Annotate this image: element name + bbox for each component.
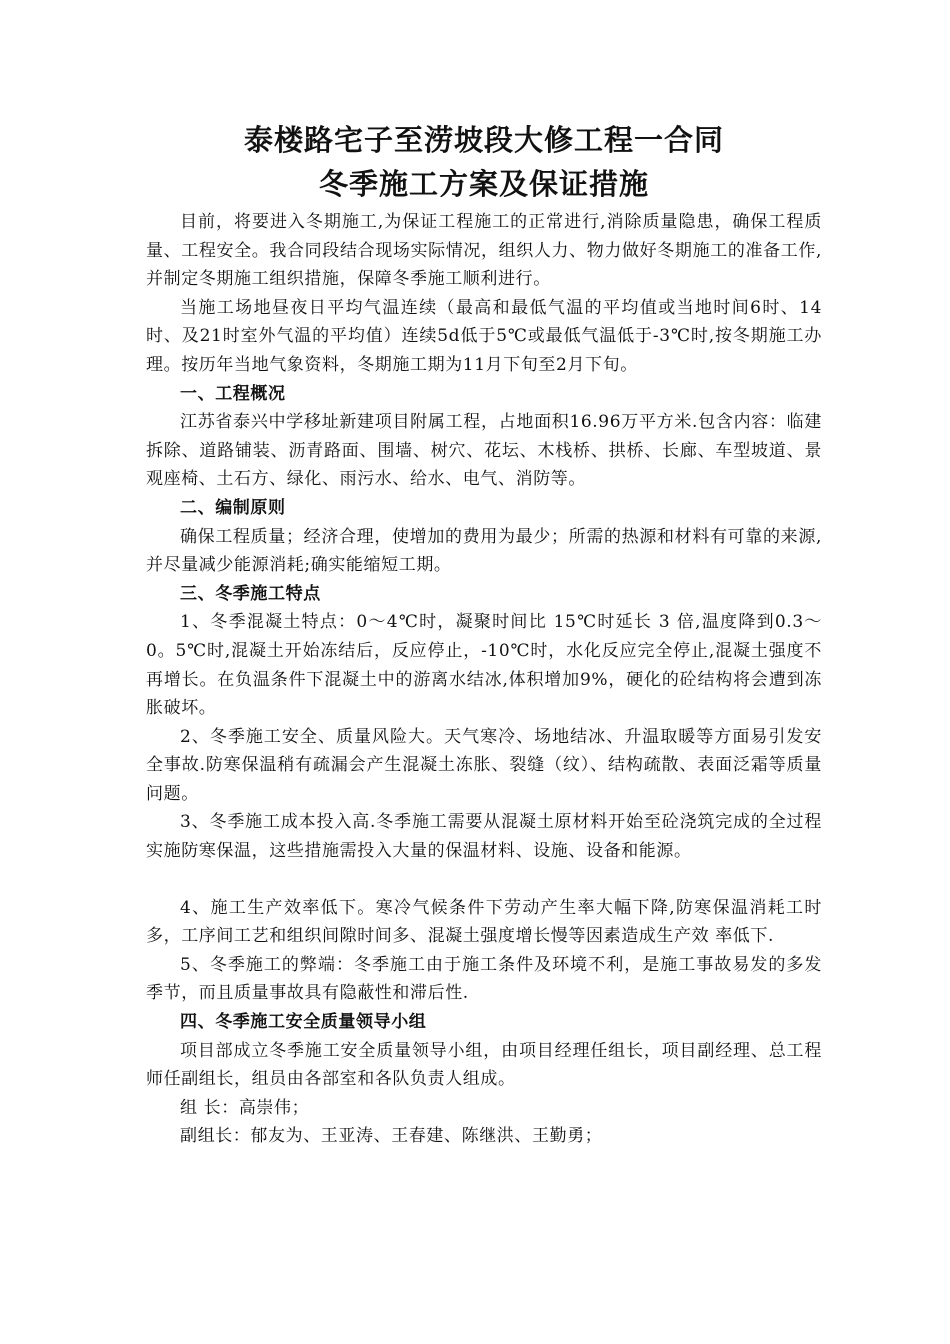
feature-item: 1、冬季混凝土特点：0～4℃时，凝聚时间比 15℃时延长 3 倍,温度降到0.3～ 0。5℃时,混凝土开始冻结后，反应停止，-10℃时，水化反应完全停止,混凝土强度不再增长。在负温条件下混凝土中的游离水结冰,体积增加9%，硬化的砼结构将会遭到冻胀破坏。 [146, 612, 822, 719]
leader-names: 高崇伟； [238, 1097, 310, 1118]
feature-item: 2、冬季施工安全、质量风险大。天气寒冷、场地结冰、升温取暖等方面易引发安全事故.防寒保温稍有疏漏会产生混凝土冻胀、裂缝（纹）、结构疏散、表面泛霜等质量问题。 [146, 726, 822, 804]
feature-item: 3、冬季施工成本投入高.冬季施工需要从混凝土原材料开始至砼浇筑完成的全过程实施防寒保温，这些措施需投入大量的保温材料、设施、设备和能源。 [146, 812, 822, 862]
feature-item: 4、施工生产效率低下。寒冷气候条件下劳动产生率大幅下降,防寒保温消耗工时多，工序间工艺和组织间隙时间多、混凝土强度增长慢等因素造成生产效 率低下. [146, 897, 822, 947]
leader-line [146, 1094, 822, 1123]
section-heading-leadership: 四、冬季施工安全质量领导小组 [180, 1012, 427, 1033]
document-subtitle: 冬季施工方案及保证措施 [318, 167, 649, 201]
section-heading-overview: 一、工程概况 [180, 383, 286, 404]
leader-label: 组 长： [180, 1097, 239, 1118]
document-title: 泰楼路宅子至涝坡段大修工程一合同 [243, 123, 724, 157]
deputy-line [146, 1122, 822, 1151]
section-body-principles: 确保工程质量；经济合理，使增加的费用为最少；所需的热源和材料有可靠的来源,并尽量减少能源消耗;确实能缩短工期。 [146, 526, 822, 576]
deputy-label: 副组长： [180, 1126, 251, 1147]
section-heading-principles: 二、编制原则 [180, 497, 286, 518]
intro-paragraph: 目前，将要进入冬期施工,为保证工程施工的正常进行,消除质量隐患，确保工程质量、工程安全。我合同段结合现场实际情况，组织人力、物力做好冬期施工的准备工作,并制定冬期施工组织措施，保障冬季施工顺利进行。 [146, 212, 822, 290]
paragraph-spacer [146, 866, 822, 894]
section-body-overview: 江苏省泰兴中学移址新建项目附属工程，占地面积16.96万平方米.包含内容：临建拆除、道路铺装、沥青路面、围墙、树穴、花坛、木栈桥、拱桥、长廊、车型坡道、景观座椅、土石方、绿化、雨污水、给水、电气、消防等。 [146, 412, 822, 490]
feature-item: 5、冬季施工的弊端：冬季施工由于施工条件及环境不利，是施工事故易发的多发季节，而且质量事故具有隐蔽性和滞后性. [146, 954, 822, 1004]
section-heading-features: 三、冬季施工特点 [180, 583, 321, 604]
deputy-names: 郁友为、王亚涛、王春建、陈继洪、王勤勇； [250, 1126, 603, 1147]
intro-paragraph: 当施工场地昼夜日平均气温连续（最高和最低气温的平均值或当地时间6时、14时、及21时室外气温的平均值）连续5d低于5℃或最低气温低于-3℃时,按冬期施工办理。按历年当地气象资料，冬期施工期为11月下旬至2月下旬。 [146, 297, 822, 375]
section-body-leadership: 项目部成立冬季施工安全质量领导小组，由项目经理任组长，项目副经理、总工程师任副组长，组员由各部室和各队负责人组成。 [146, 1040, 822, 1090]
